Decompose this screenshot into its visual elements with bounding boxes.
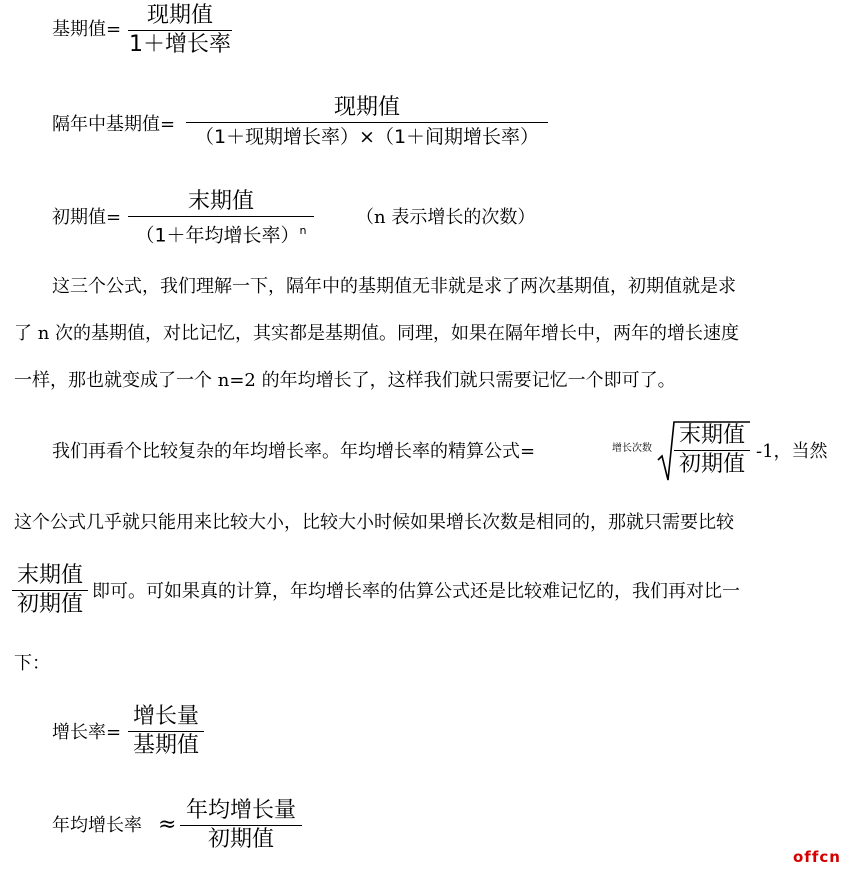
paragraph2-after-root: -1，当然 xyxy=(756,441,828,462)
formula1-numerator: 现期值 xyxy=(146,3,213,28)
approx-sign: ≈ xyxy=(158,812,177,837)
formula3-exponent: n xyxy=(299,224,307,237)
paragraph2-line4: 下： xyxy=(14,653,50,674)
formula3-note: （n 表示增长的次数） xyxy=(356,207,536,228)
formula5-numerator: 年均增长量 xyxy=(185,798,296,823)
formula4-denominator: 基期值 xyxy=(132,733,199,758)
formula2-fraction xyxy=(186,94,548,151)
formula3-label: 初期值= xyxy=(52,207,122,228)
root-numerator: 末期值 xyxy=(678,423,745,448)
paragraph2-line2: 这个公式几乎就只能用来比较大小，比较大小时候如果增长次数是相同的，那就只需要比较 xyxy=(14,512,734,533)
formula2-label: 隔年中基期值= xyxy=(52,114,176,135)
root-denominator: 初期值 xyxy=(678,452,745,477)
offcn-watermark: offcn xyxy=(793,848,841,866)
formula3-numerator: 末期值 xyxy=(187,189,254,214)
formula3-fraction xyxy=(128,188,314,249)
formula2-numerator: 现期值 xyxy=(333,95,400,120)
inline-fraction-numerator: 末期值 xyxy=(16,563,83,588)
formula1-denominator: 1＋增长率 xyxy=(129,32,231,57)
paragraph2-line3-rest: 即可。可如果真的计算，年均增长率的估算公式还是比较难记忆的，我们再对比一 xyxy=(92,581,740,602)
formula3-denominator-wrap xyxy=(135,217,306,249)
paragraph2-intro: 我们再看个比较复杂的年均增长率。年均增长率的精算公式= xyxy=(52,441,536,462)
formula4-fraction xyxy=(128,703,204,760)
formula1-fraction xyxy=(128,2,232,59)
paragraph1-line3: 一样，那也就变成了一个 n=2 的年均增长了，这样我们就只需要记忆一个即可了。 xyxy=(14,370,676,391)
formula4-label: 增长率= xyxy=(52,722,122,743)
root-fraction xyxy=(674,422,750,479)
inline-fraction xyxy=(12,562,88,619)
formula1-label: 基期值= xyxy=(52,19,122,40)
inline-fraction-denominator: 初期值 xyxy=(16,592,83,617)
formula5-label: 年均增长率 xyxy=(52,815,142,836)
paragraph1-line1: 这三个公式，我们理解一下，隔年中的基期值无非就是求了两次基期值，初期值就是求 xyxy=(52,276,736,297)
formula2-denominator: （1＋现期增长率）×（1＋间期增长率） xyxy=(194,126,540,148)
formula5-fraction xyxy=(180,797,302,854)
formula3-denominator: （1＋年均增长率） xyxy=(135,224,300,247)
paragraph-1 xyxy=(14,263,849,404)
formula4-numerator: 增长量 xyxy=(132,704,199,729)
root-index: 增长次数 xyxy=(612,443,652,454)
formula5-denominator: 初期值 xyxy=(207,827,274,852)
paragraph1-line2: 了 n 次的基期值，对比记忆，其实都是基期值。同理，如果在隔年增长中，两年的增长速度 xyxy=(14,323,740,344)
